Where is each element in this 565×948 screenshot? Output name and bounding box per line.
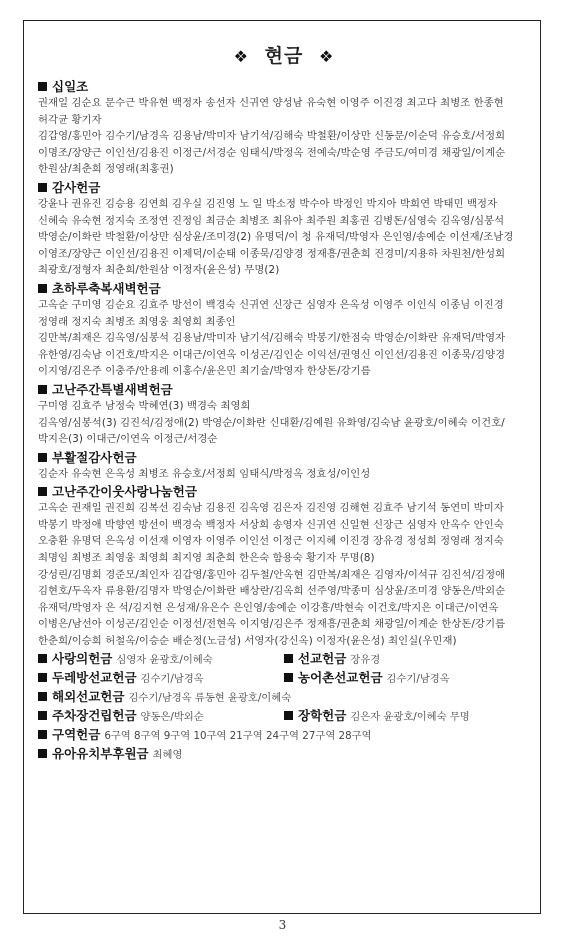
square-bullet-icon <box>284 711 293 720</box>
offering-item <box>284 669 450 688</box>
name-list: 고옥순 권재일 권진희 김복선 김숙남 김용진 김옥영 김은자 김진영 김해현 김효주 남기석 동연미 박미자 박봉기 박정애 박향연 방선이 백경숙 백정자 서상희 송영자 신귀연 신일현 신장근 심영자 안옥수 안인숙 오충환 유명덕 은옥성 이선재 이영자 이영주 이인선 이정근 이지혜 이진경 장유경 정성희 정영래 정지숙 최명임 최병조 최영웅 최영희 최지영 최춘희 한은숙 함용숙 황기자 무명(8) <box>38 502 504 565</box>
offering-row <box>38 726 530 745</box>
offering-row <box>38 707 530 726</box>
name-list: 김갑영/홍민아 김수기/남경옥 김용남/박미자 남기석/김해숙 박철환/이상만 신동문/이순덕 유승호/서정희 이명조/장양근 이인선/김용진 이정근/서경순 임태식/박정옥 전예숙/박순영 주금도/여미경 채광일/이계순 한원삼/최춘희 정영래(최홍권) <box>38 130 506 176</box>
name-list: 구미영 김효주 남정숙 박혜연(3) 백경숙 최영희 <box>38 399 251 412</box>
square-bullet-icon <box>38 487 47 496</box>
section-heading <box>38 483 530 500</box>
offering-label <box>38 689 124 704</box>
section-heading-text: 감사헌금 <box>52 179 101 195</box>
small-offering-rows <box>38 650 530 764</box>
offering-section <box>38 449 530 483</box>
section-heading <box>38 381 530 398</box>
offering-item <box>38 650 284 669</box>
offering-item <box>38 688 291 707</box>
name-list: 고옥순 구미영 김순요 김효주 방선이 백경숙 신귀연 신장근 심영자 은옥성 이영주 이인식 이종님 이진경 정영래 정지숙 최병조 최영웅 최영희 최종인 <box>38 298 504 328</box>
offering-names: 6구역 8구역 9구역 10구역 21구역 24구역 27구역 28구역 <box>104 729 372 742</box>
offering-names: 양동은/박외순 <box>140 710 204 723</box>
square-bullet-icon <box>38 82 47 91</box>
name-list: 강성린/김명희 경준모/최인자 김갑영/홍민아 김두철/안옥현 김만복/최재은 김영자/이석규 김진석/김정애 김현호/두옥자 류용환/김명자 박영순/이화란 배상란/김옥희 선주영/박종미 심상윤/조미경 양동은/박외순 유재덕/박영자 은 석/김지현 은성재/유은수 은인영/송예순 이강흥/박현숙 이건호/박지은 이대근/이연옥 이병은/남선아 이성곤/김인순 이정선/전현옥 이지영/김은주 정재흥/권춘희 채광일/이계순 한상돈/강기름 한춘희/이승희 허철옥/이승순 배순정(노금성) 서영자(강신옥) 이정자(윤은성) 최인실(우민재) <box>38 568 506 648</box>
offering-names: 김수기/남경옥 <box>140 672 204 685</box>
offering-label <box>38 670 137 685</box>
offering-label-text: 유아유치부후원금 <box>52 745 149 761</box>
offering-row <box>38 745 530 764</box>
offering-label <box>38 727 100 742</box>
name-list: 김옥영/심봉석(3) 김진석/김정애(2) 박영순/이화란 신대환/김예원 유화영/김숙남 윤광호/이혜숙 이건호/박지은(3) 이대근/이연옥 이정근/서경순 <box>38 416 505 446</box>
square-bullet-icon <box>38 385 47 394</box>
section-heading-text: 고난주간이웃사랑나눔헌금 <box>52 484 197 500</box>
offering-label-text: 농어촌선교헌금 <box>298 669 383 685</box>
offering-label <box>38 746 149 761</box>
offering-label-text: 해외선교헌금 <box>52 688 125 704</box>
name-list: 권재일 김순요 문수근 박유현 백정자 송선자 신귀연 양성남 유숙현 이영주 이진경 최고다 최병조 한종현 허각균 황기자 <box>38 97 504 126</box>
offering-row <box>38 669 530 688</box>
offering-section <box>38 483 530 649</box>
offering-item <box>38 745 182 764</box>
square-bullet-icon <box>38 284 47 293</box>
ornament-icon: ❖ <box>318 47 335 66</box>
square-bullet-icon <box>38 711 47 720</box>
content-frame <box>23 20 541 914</box>
offering-names: 심영자 윤광호/이혜숙 <box>116 653 213 666</box>
offering-section <box>38 280 530 380</box>
square-bullet-icon <box>38 183 47 192</box>
offering-sections <box>38 78 530 650</box>
square-bullet-icon <box>38 749 47 758</box>
name-list: 강윤나 권유진 김승용 김연희 김우실 김진영 노 일 박소정 박수아 박정인 박지아 박희연 박태민 백정자 신혜숙 유숙현 정지숙 조정연 진정임 최금순 최병조 최유아 최주원 최홍권 김병돈/심영숙 김옥영/심봉석 박영순/이화란 박철환/이상만 심상윤/조미경(2) 유명덕/이 청 유재덕/박영자 은인영/송예순 이선재/조남경 이영조/장양근 이인선/김용진 이제덕/이순태 이종묵/김양경 정재흥/권춘희 진경미/지용하 차원천/한성희 최광호/정형자 최춘희/한원삼 이정자(윤은성) 무명(2) <box>38 197 514 277</box>
offering-section <box>38 78 530 178</box>
offering-label <box>38 708 137 723</box>
page-number: 3 <box>278 918 287 932</box>
ornament-icon: ❖ <box>233 47 250 66</box>
section-heading <box>38 449 530 466</box>
offering-label-text: 사랑의헌금 <box>52 650 113 666</box>
offering-label-text: 구역헌금 <box>52 726 101 742</box>
offering-label-text: 주차장건립헌금 <box>52 707 137 723</box>
offering-names: 최혜영 <box>152 748 183 761</box>
square-bullet-icon <box>284 673 293 682</box>
section-heading-text: 고난주간특별새벽헌금 <box>52 381 173 397</box>
offering-label-text: 선교헌금 <box>298 650 347 666</box>
square-bullet-icon <box>38 730 47 739</box>
offering-item <box>284 707 470 726</box>
name-list: 김순자 유숙현 은옥성 최병조 유승호/서정희 임태식/박정옥 정효성/이인성 <box>38 467 371 480</box>
square-bullet-icon <box>38 453 47 462</box>
offering-item <box>38 726 372 745</box>
title-text: 현금 <box>264 45 304 67</box>
offering-item <box>38 707 284 726</box>
section-heading-text: 부활절감사헌금 <box>52 449 137 465</box>
section-heading <box>38 280 530 297</box>
offering-section <box>38 381 530 448</box>
offering-label <box>284 651 346 666</box>
offering-label <box>284 670 383 685</box>
offering-label <box>38 651 112 666</box>
section-heading <box>38 78 530 95</box>
section-heading-text: 십일조 <box>52 79 89 94</box>
section-heading <box>38 179 530 196</box>
offering-label-text: 두레방선교헌금 <box>52 669 137 685</box>
offering-names: 김수기/남경옥 류동현 윤광호/이혜숙 <box>128 691 292 704</box>
page-title <box>38 41 530 68</box>
square-bullet-icon <box>38 654 47 663</box>
offering-label-text: 장학헌금 <box>298 707 347 723</box>
square-bullet-icon <box>38 692 47 701</box>
square-bullet-icon <box>284 654 293 663</box>
name-list: 김만복/최재은 김옥영/심봉석 김용남/박미자 남기석/김해숙 박봉기/한점숙 박영순/이화란 유재덕/박영자 유한영/김숙남 이건호/박지은 이대근/이연옥 이성곤/김인순 이익선/권영신 이인선/김용진 이종묵/김양경 이지영/김은주 이충주/안용례 이홍수/윤은민 최기술/박영자 한상돈/강기름 <box>38 332 506 378</box>
offering-section <box>38 179 530 279</box>
square-bullet-icon <box>38 673 47 682</box>
offering-names: 장유경 <box>350 653 381 666</box>
section-heading-text: 초하루축복새벽헌금 <box>52 280 161 296</box>
offering-names: 김은자 윤광호/이혜숙 무명 <box>350 710 470 723</box>
offering-names: 김수기/남경옥 <box>386 672 450 685</box>
offering-label <box>284 708 346 723</box>
offering-item <box>284 650 380 669</box>
offering-row <box>38 688 530 707</box>
offering-item <box>38 669 284 688</box>
offering-row <box>38 650 530 669</box>
